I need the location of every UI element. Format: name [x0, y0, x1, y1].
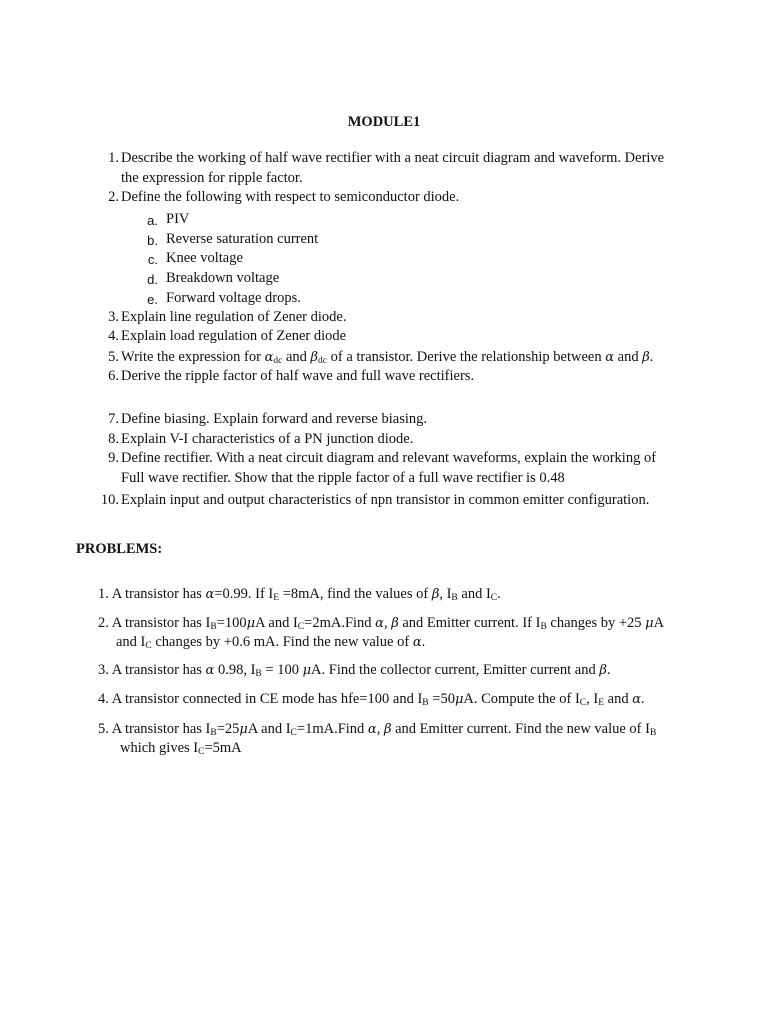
problem-text: which gives I: [120, 740, 199, 756]
question-number: 4.: [108, 328, 119, 344]
subscript: C: [297, 622, 305, 632]
problem-text: , I: [586, 691, 599, 707]
subitem-text: Forward voltage drops.: [166, 290, 301, 306]
mu-symbol: μ: [302, 663, 312, 678]
subscript: B: [255, 669, 262, 679]
question-text: Explain V-I characteristics of a PN junction diode.: [121, 431, 414, 447]
beta-symbol: β: [383, 722, 392, 737]
problem-4: [98, 690, 698, 709]
question-6: [108, 367, 701, 387]
subscript: C: [145, 641, 152, 651]
subscript: B: [210, 622, 217, 632]
subitem-letter: e.: [147, 292, 158, 307]
problem-text: and Emitter current. Find the new value of I: [391, 721, 650, 737]
question-text: Describe the working of half wave rectifier with a neat circuit diagram and waveform. Derive: [121, 150, 665, 166]
subitem-text: Breakdown voltage: [166, 270, 280, 286]
question-text: Explain load regulation of Zener diode: [121, 328, 347, 344]
problem-text: 3. A transistor has: [98, 662, 206, 678]
subscript: C: [198, 747, 205, 757]
problem-text: =2mA.Find: [304, 615, 376, 631]
problem-text: , I: [439, 586, 452, 602]
problem-text: A. Compute the of I: [463, 691, 580, 707]
subscript: C: [579, 698, 587, 708]
subitem-d: [147, 269, 280, 289]
question-9: [108, 449, 701, 488]
problems-heading: PROBLEMS:: [76, 541, 163, 557]
question-text: Write the expression for: [121, 349, 265, 365]
question-text-cont: the expression for ripple factor.: [121, 169, 303, 186]
subscript: B: [451, 593, 458, 603]
alpha-symbol: α: [205, 663, 215, 678]
problem-text: .: [497, 586, 501, 602]
problem-1: [98, 585, 698, 604]
problem-text: ,: [376, 721, 384, 737]
question-number: 2.: [108, 189, 119, 205]
question-text: of a transistor. Derive the relationship between: [327, 349, 606, 365]
module-title: MODULE1: [347, 114, 421, 130]
subitem-a: [147, 210, 190, 230]
question-text: Explain line regulation of Zener diode.: [121, 309, 347, 325]
question-number: 3.: [108, 309, 119, 325]
question-8: [108, 430, 701, 450]
problem-text: =8mA, find the values of: [279, 586, 432, 602]
question-number: 7.: [108, 411, 119, 427]
problem-text: 0.98, I: [214, 662, 256, 678]
subitem-letter: a.: [147, 213, 158, 228]
problem-text: = 100: [261, 662, 303, 678]
alpha-symbol: α: [264, 350, 274, 365]
mu-symbol: μ: [246, 616, 256, 631]
question-7: [108, 410, 701, 430]
problem-text: 2. A transistor has I: [98, 615, 211, 631]
problem-text: changes by +0.6 mA. Find the new value of: [151, 634, 413, 650]
subscript: B: [649, 728, 657, 738]
problem-text: =50: [428, 691, 455, 707]
question-text: and: [614, 349, 643, 365]
question-number: 9.: [108, 450, 119, 466]
problem-text: A and I: [255, 615, 298, 631]
problem-text: 1. A transistor has: [98, 586, 206, 602]
problem-text: changes by +25: [546, 615, 646, 631]
alpha-symbol: α: [605, 350, 615, 365]
question-text: .: [649, 349, 654, 365]
question-text: Derive the ripple factor of half wave and full wave rectifiers.: [121, 368, 475, 384]
problem-text: and: [604, 691, 633, 707]
problem-text: =0.99. If I: [214, 586, 274, 602]
problem-text: 4. A transistor connected in CE mode has hfe=100 and I: [98, 691, 423, 707]
mu-symbol: μ: [239, 722, 248, 737]
mu-symbol: μ: [645, 616, 654, 631]
subscript: C: [490, 593, 498, 603]
question-text: and: [282, 349, 311, 365]
question-text: Define rectifier. With a neat circuit diagram and relevant waveforms, explain the working of: [121, 450, 657, 466]
mu-symbol: μ: [454, 692, 464, 707]
question-2: [108, 188, 701, 208]
problem-text: =5mA: [204, 740, 242, 756]
problem-text: =100: [216, 615, 247, 631]
subitem-text: Knee voltage: [166, 250, 243, 266]
subitem-c: [147, 249, 243, 269]
question-number: 1.: [108, 150, 119, 166]
question-text: Define the following with respect to semiconductor diode.: [121, 189, 460, 205]
beta-symbol: β: [431, 587, 440, 602]
problem-3: [98, 661, 698, 680]
alpha-symbol: α: [632, 692, 642, 707]
subscript: E: [598, 698, 605, 708]
problem-text: .: [606, 662, 611, 678]
subitem-text: PIV: [166, 211, 190, 227]
problem-text: .: [421, 634, 426, 650]
problem-text: 5. A transistor has I: [98, 721, 211, 737]
subscript: B: [540, 622, 547, 632]
problem-text: and I: [116, 634, 146, 650]
question-1: [108, 149, 701, 188]
subitem-letter: c.: [147, 252, 158, 267]
problem-text: and I: [457, 586, 491, 602]
alpha-symbol: α: [367, 722, 377, 737]
subitem-letter: b.: [147, 233, 158, 248]
problem-text: A: [653, 615, 665, 631]
question-text: Explain input and output characteristics of npn transistor in common emitter configuration.: [121, 492, 650, 508]
problem-text: ,: [383, 615, 392, 631]
question-number: 10.: [100, 492, 119, 508]
question-number: 6.: [108, 368, 119, 384]
beta-symbol: β: [599, 663, 607, 678]
beta-symbol: β: [310, 350, 319, 365]
question-number: 8.: [108, 431, 119, 447]
subscript: dc: [273, 356, 283, 366]
question-4: [108, 327, 701, 347]
problem-text: .: [641, 691, 645, 707]
subscript: B: [210, 728, 217, 738]
subitem-letter: d.: [147, 272, 158, 287]
problem-2: [98, 614, 698, 652]
problem-text: A and I: [247, 721, 291, 737]
subscript: C: [290, 728, 297, 738]
question-5: [108, 348, 701, 368]
subitem-b: [147, 230, 319, 250]
beta-symbol: β: [391, 616, 399, 631]
problem-text: A. Find the collector current, Emitter current and: [311, 662, 600, 678]
subscript: B: [422, 698, 429, 708]
question-10: [100, 491, 701, 511]
problem-5: [98, 720, 698, 758]
subscript: E: [273, 593, 280, 603]
alpha-symbol: α: [205, 587, 215, 602]
subscript: dc: [318, 356, 327, 366]
question-text: Define biasing. Explain forward and reverse biasing.: [121, 411, 428, 427]
problem-text: =1mA.Find: [296, 721, 368, 737]
problem-text: =25: [216, 721, 240, 737]
beta-symbol: β: [642, 350, 650, 365]
question-text-cont: Full wave rectifier. Show that the ripple factor of a full wave rectifier is 0.48: [121, 469, 565, 486]
question-3: [108, 308, 701, 328]
problem-text: and Emitter current. If I: [398, 615, 541, 631]
subitem-e: [147, 289, 301, 309]
alpha-symbol: α: [412, 635, 422, 650]
question-number: 5.: [108, 349, 119, 365]
subitem-text: Reverse saturation current: [166, 231, 319, 247]
alpha-symbol: α: [375, 616, 384, 631]
